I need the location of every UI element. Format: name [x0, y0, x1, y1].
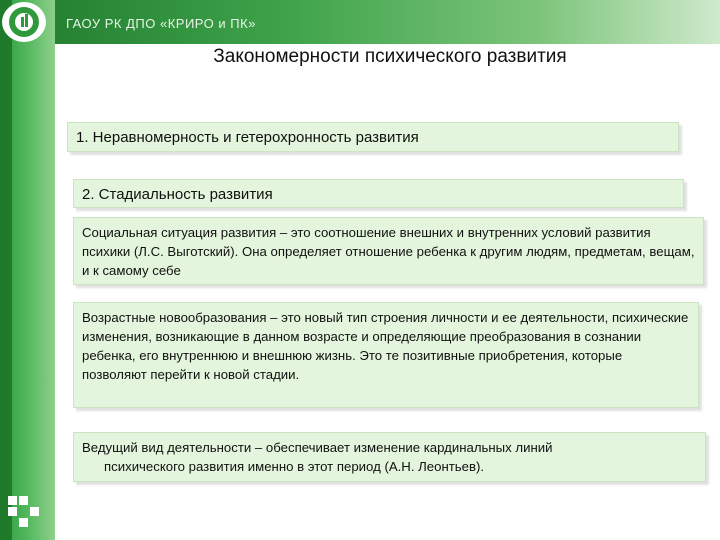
paragraph-2-text: Возрастные новообразования – это новый тип строения личности и ее деятельности, психические изменения, возникающие в данном возрасте и определяющие преобразования в сознании ребенка, его внутреннюю и внешнюю жизнь. Это те позитивные приобретения, которые позволяют перейти к новой стадии.	[82, 310, 689, 382]
item-1-box	[67, 122, 679, 152]
paragraph-3-line-1: Ведущий вид деятельности – обеспечивает изменение кардинальных линий	[82, 440, 553, 455]
item-2-label: 2. Стадиальность развития	[82, 186, 273, 203]
paragraph-3-line-2: психического развития именно в этот период (А.Н. Леонтьев).	[104, 459, 485, 474]
paragraph-1-box	[73, 217, 704, 285]
item-2-box	[73, 179, 684, 208]
item-1-label: 1. Неравномерность и гетерохронность развития	[76, 129, 419, 146]
paragraph-2-box	[73, 302, 699, 408]
paragraph-3-box	[73, 432, 706, 482]
paragraph-3-text	[74, 433, 705, 481]
logo-icon	[2, 2, 46, 42]
organization-name: ГАОУ РК ДПО «КРИРО и ПК»	[66, 16, 256, 31]
page-title: Закономерности психического развития	[213, 46, 567, 67]
decorative-squares-icon	[8, 496, 38, 526]
paragraph-1-text: Социальная ситуация развития – это соотношение внешних и внутренних условий развития психики (Л.С. Выготский). Она определяет отношение ребенка к другим людям, предметам, вещам, и к самому себе	[82, 225, 695, 278]
left-sidebar	[0, 0, 55, 540]
sidebar-stripe	[0, 0, 12, 540]
